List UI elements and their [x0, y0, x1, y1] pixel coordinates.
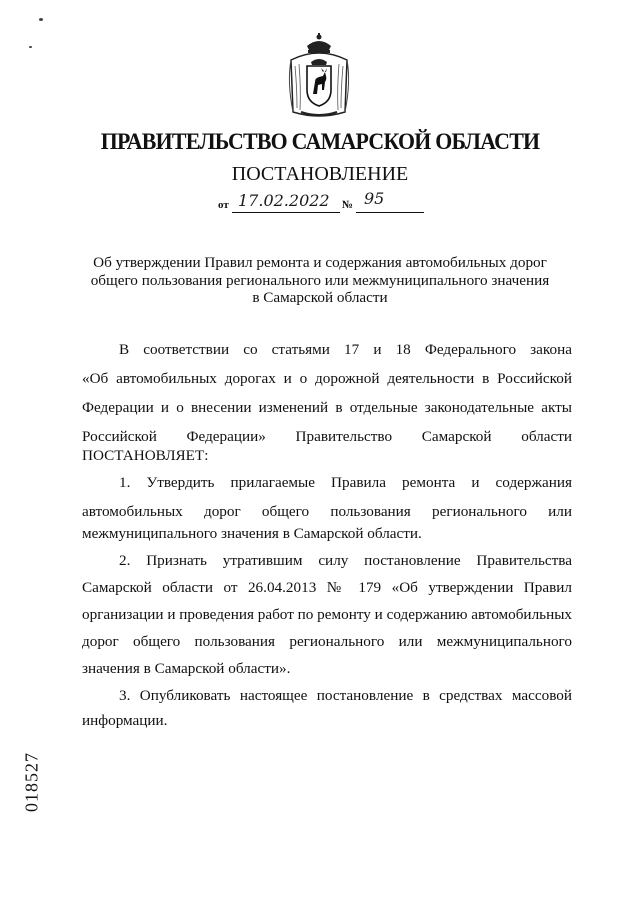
- preamble-line-postanovlyaet: ПОСТАНОВЛЯЕТ:: [82, 447, 209, 464]
- date-prefix: от: [218, 199, 229, 211]
- subject-line: общего пользования регионального или межмуниципального значения: [90, 271, 550, 289]
- number-handwritten: 95: [364, 189, 385, 208]
- item3-line: информации.: [82, 712, 168, 729]
- scan-speck: [29, 46, 32, 48]
- side-serial-number: [22, 742, 42, 822]
- number-prefix: №: [342, 199, 354, 211]
- item1-line: межмуниципального значения в Самарской области.: [82, 525, 422, 542]
- item2-line: организации и проведения работ по ремонту и содержанию автомобильных: [82, 606, 572, 623]
- preamble-line: В соответствии со статьями 17 и 18 Федерального закона: [119, 341, 572, 358]
- number-underline: [356, 212, 424, 213]
- item2-line: значения в Самарской области».: [82, 660, 291, 677]
- document-subject: [60, 254, 580, 307]
- date-number-line: [218, 189, 438, 217]
- document-type: ПОСТАНОВЛЕНИЕ: [231, 163, 409, 185]
- item2-line: Самарской области от 26.04.2013 № 179 «Об утверждении Правил: [82, 579, 572, 596]
- date-underline: [232, 212, 340, 213]
- government-title: ПРАВИТЕЛЬСТВО САМАРСКОЙ ОБЛАСТИ: [100, 129, 540, 155]
- coat-of-arms-icon: [285, 32, 353, 118]
- item3-line: 3. Опубликовать настоящее постановление в средствах массовой: [119, 687, 572, 704]
- subject-line: Об утверждении Правил ремонта и содержания автомобильных дорог: [93, 254, 547, 271]
- preamble-line: «Об автомобильных дорогах и о дорожной деятельности в Российской: [82, 370, 572, 387]
- item1-line: автомобильных дорог общего пользования регионального или: [82, 503, 572, 520]
- coat-of-arms-emblem: [285, 32, 353, 118]
- preamble-line: Российской Федерации» Правительство Самарской области: [82, 428, 572, 445]
- subject-line: в Самарской области: [252, 289, 388, 306]
- item2-line: 2. Признать утратившим силу постановление Правительства: [119, 552, 572, 569]
- item2-line: дорог общего пользования регионального или межмуниципального: [82, 633, 572, 650]
- preamble-line: Федерации и о внесении изменений в отдельные законодательные акты: [82, 399, 572, 416]
- date-handwritten: 17.02.2022: [238, 191, 330, 210]
- item1-line: 1. Утвердить прилагаемые Правила ремонта и содержания: [119, 474, 572, 491]
- scan-speck: [39, 18, 43, 21]
- side-serial-number-text: 018527: [21, 752, 42, 812]
